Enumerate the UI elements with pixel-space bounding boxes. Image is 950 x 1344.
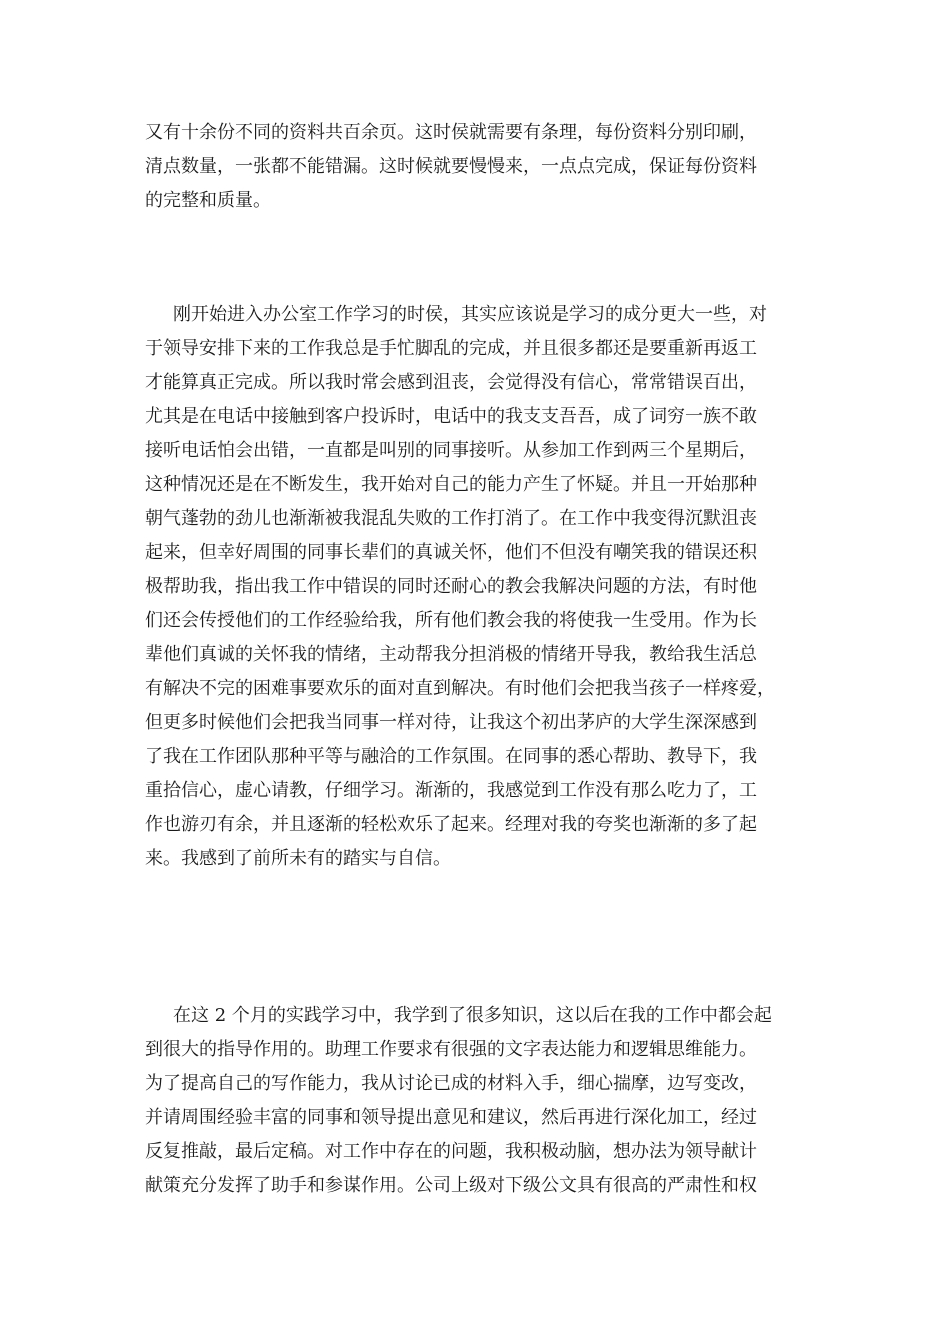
text-line: 接听电话怕会出错，一直都是叫别的同事接听。从参加工作到两三个星期后， bbox=[145, 440, 757, 461]
paragraph-3 bbox=[145, 999, 825, 1203]
text-line: 献策充分发挥了助手和参谋作用。公司上级对下级公文具有很高的严肃性和权 bbox=[145, 1175, 757, 1196]
text-line: 有解决不完的困难事要欢乐的面对直到解决。有时他们会把我当孩子一样疼爱， bbox=[145, 678, 775, 699]
text-line: 到很大的指导作用的。助理工作要求有很强的文字表达能力和逻辑思维能力。 bbox=[145, 1039, 757, 1060]
text-line: 反复推敲，最后定稿。对工作中存在的问题，我积极动脑，想办法为领导献计 bbox=[145, 1141, 757, 1162]
text-line: 在这 2 个月的实践学习中，我学到了很多知识，这以后在我的工作中都会起 bbox=[173, 1005, 772, 1026]
text-line: 们还会传授他们的工作经验给我，所有他们教会我的将使我一生受用。作为长 bbox=[145, 610, 757, 631]
paragraph-1 bbox=[145, 116, 825, 218]
text-line: 重拾信心，虚心请教，仔细学习。渐渐的，我感觉到工作没有那么吃力了，工 bbox=[145, 780, 757, 801]
text-line: 辈他们真诚的关怀我的情绪，主动帮我分担消极的情绪开导我，教给我生活总 bbox=[145, 644, 757, 665]
text-line: 了我在工作团队那种平等与融洽的工作氛围。在同事的悉心帮助、教导下，我 bbox=[145, 746, 757, 767]
text-line: 并请周围经验丰富的同事和领导提出意见和建议，然后再进行深化加工，经过 bbox=[145, 1107, 757, 1128]
text-line: 这种情况还是在不断发生，我开始对自己的能力产生了怀疑。并且一开始那种 bbox=[145, 474, 757, 495]
text-line: 尤其是在电话中接触到客户投诉时，电话中的我支支吾吾，成了词穷一族不敢 bbox=[145, 406, 757, 427]
text-line: 清点数量，一张都不能错漏。这时候就要慢慢来，一点点完成，保证每份资料 bbox=[145, 156, 757, 177]
text-line: 的完整和质量。 bbox=[145, 190, 271, 211]
text-line: 朝气蓬勃的劲儿也渐渐被我混乱失败的工作打消了。在工作中我变得沉默沮丧 bbox=[145, 508, 757, 529]
text-line: 来。我感到了前所未有的踏实与自信。 bbox=[145, 848, 451, 869]
text-line: 作也游刃有余，并且逐渐的轻松欢乐了起来。经理对我的夸奖也渐渐的多了起 bbox=[145, 814, 757, 835]
text-line: 才能算真正完成。所以我时常会感到沮丧，会觉得没有信心，常常错误百出， bbox=[145, 372, 757, 393]
text-line: 刚开始进入办公室工作学习的时侯，其实应该说是学习的成分更大一些，对 bbox=[173, 304, 767, 325]
text-line: 起来，但幸好周围的同事长辈们的真诚关怀，他们不但没有嘲笑我的错误还积 bbox=[145, 542, 757, 563]
text-line: 为了提高自己的写作能力，我从讨论已成的材料入手，细心揣摩，边写变改， bbox=[145, 1073, 757, 1094]
text-line: 但更多时候他们会把我当同事一样对待，让我这个初出茅庐的大学生深深感到 bbox=[145, 712, 757, 733]
text-line: 又有十余份不同的资料共百余页。这时侯就需要有条理，每份资料分别印刷， bbox=[145, 122, 757, 143]
text-line: 于领导安排下来的工作我总是手忙脚乱的完成，并且很多都还是要重新再返工 bbox=[145, 338, 757, 359]
paragraph-2 bbox=[145, 298, 825, 876]
text-line: 极帮助我，指出我工作中错误的同时还耐心的教会我解决问题的方法，有时他 bbox=[145, 576, 757, 597]
